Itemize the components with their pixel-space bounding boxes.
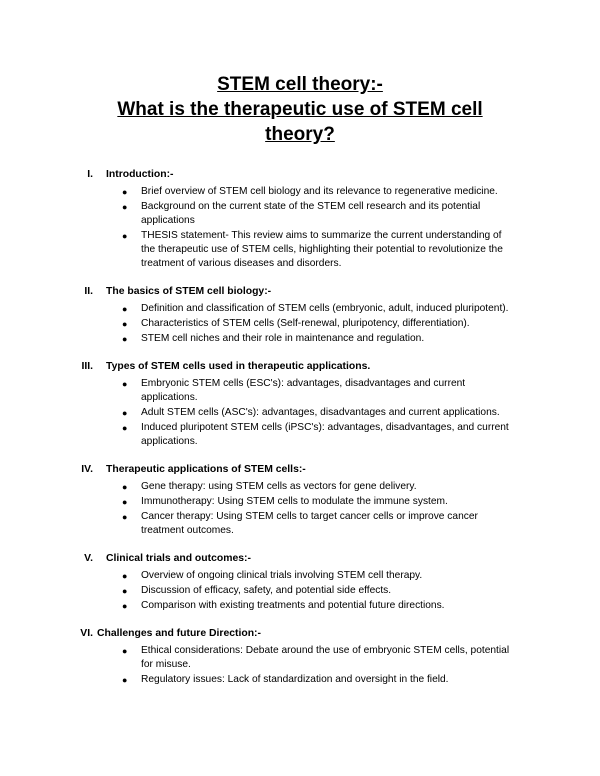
section-stem-cell-basics — [0, 285, 600, 346]
list-item-text: Background on the current state of the STEM cell research and its potential applications — [141, 201, 481, 226]
list-item-text: Ethical considerations: Debate around the use of embryonic STEM cells, potential for misuse. — [141, 645, 510, 670]
list-item-text: Brief overview of STEM cell biology and its relevance to regenerative medicine. — [141, 186, 498, 197]
list-item — [0, 644, 600, 672]
list-item — [0, 480, 600, 494]
bullet-icon: ● — [122, 202, 128, 212]
section-clinical-trials — [0, 552, 600, 613]
section-numeral: III. — [81, 361, 93, 372]
section-numeral: VI. — [80, 628, 93, 639]
section-title: Introduction:- — [106, 169, 174, 180]
list-item-text: Regulatory issues: Lack of standardization and oversight in the field. — [141, 674, 449, 685]
bullet-list — [0, 302, 600, 346]
section-heading — [0, 463, 600, 477]
list-item-text: STEM cell niches and their role in maintenance and regulation. — [141, 333, 425, 344]
list-item — [0, 495, 600, 509]
section-title: Types of STEM cells used in therapeutic applications. — [106, 361, 371, 372]
bullet-list — [0, 569, 600, 613]
bullet-icon: ● — [122, 512, 128, 522]
bullet-icon: ● — [122, 319, 128, 329]
bullet-icon: ● — [122, 571, 128, 581]
list-item — [0, 673, 600, 687]
section-title: The basics of STEM cell biology:- — [106, 286, 272, 297]
section-heading — [0, 285, 600, 299]
list-item-text: Comparison with existing treatments and potential future directions. — [141, 600, 445, 611]
list-item — [0, 229, 600, 271]
bullet-list — [0, 377, 600, 449]
section-title: Clinical trials and outcomes:- — [106, 553, 251, 564]
list-item-text: Adult STEM cells (ASC's): advantages, disadvantages and current applications. — [141, 407, 500, 418]
section-heading — [0, 168, 600, 182]
section-numeral: V. — [84, 553, 93, 564]
bullet-icon: ● — [122, 675, 128, 685]
bullet-icon: ● — [122, 408, 128, 418]
bullet-icon: ● — [122, 379, 128, 389]
list-item — [0, 510, 600, 538]
bullet-icon: ● — [122, 497, 128, 507]
section-title: Therapeutic applications of STEM cells:- — [106, 464, 306, 475]
bullet-icon: ● — [122, 482, 128, 492]
bullet-icon: ● — [122, 334, 128, 344]
list-item-text: Definition and classification of STEM cells (embryonic, adult, induced pluripotent). — [141, 303, 509, 314]
document-title — [100, 72, 500, 147]
list-item — [0, 406, 600, 420]
bullet-icon: ● — [122, 304, 128, 314]
section-heading — [0, 360, 600, 374]
list-item — [0, 584, 600, 598]
bullet-list — [0, 644, 600, 687]
list-item — [0, 185, 600, 199]
title-line-3: theory? — [265, 124, 335, 145]
list-item — [0, 302, 600, 316]
list-item — [0, 377, 600, 405]
section-heading — [0, 552, 600, 566]
section-introduction — [0, 168, 600, 271]
section-numeral: II. — [84, 286, 93, 297]
list-item — [0, 569, 600, 583]
list-item — [0, 421, 600, 449]
bullet-list — [0, 480, 600, 538]
section-numeral: IV. — [81, 464, 93, 475]
section-title: Challenges and future Direction:- — [97, 628, 261, 639]
section-challenges — [0, 627, 600, 687]
section-types-of-stem-cells — [0, 360, 600, 449]
section-heading — [0, 627, 600, 641]
bullet-icon: ● — [122, 586, 128, 596]
list-item-text: Overview of ongoing clinical trials involving STEM cell therapy. — [141, 570, 423, 581]
list-item — [0, 599, 600, 613]
list-item-text: Discussion of efficacy, safety, and potential side effects. — [141, 585, 392, 596]
outline — [0, 168, 600, 701]
bullet-list — [0, 185, 600, 271]
title-line-2: What is the therapeutic use of STEM cell — [117, 99, 483, 120]
list-item — [0, 317, 600, 331]
bullet-icon: ● — [122, 423, 128, 433]
list-item-text: Induced pluripotent STEM cells (iPSC's): advantages, disadvantages, and current applications. — [141, 422, 509, 447]
list-item-text: THESIS statement- This review aims to summarize the current understanding of the therapeutic use of STEM cells, highlighting their potential to revolutionize the treatment of various diseases and disorders. — [141, 230, 503, 269]
section-therapeutic-applications — [0, 463, 600, 538]
list-item — [0, 200, 600, 228]
bullet-icon: ● — [122, 601, 128, 611]
list-item-text: Gene therapy: using STEM cells as vectors for gene delivery. — [141, 481, 417, 492]
list-item-text: Immunotherapy: Using STEM cells to modulate the immune system. — [141, 496, 448, 507]
title-line-1: STEM cell theory:- — [217, 74, 383, 95]
list-item-text: Characteristics of STEM cells (Self-renewal, pluripotency, differentiation). — [141, 318, 470, 329]
list-item — [0, 332, 600, 346]
bullet-icon: ● — [122, 231, 128, 241]
list-item-text: Cancer therapy: Using STEM cells to target cancer cells or improve cancer treatment outcomes. — [141, 511, 478, 536]
section-numeral: I. — [87, 169, 93, 180]
bullet-icon: ● — [122, 646, 128, 656]
bullet-icon: ● — [122, 187, 128, 197]
list-item-text: Embryonic STEM cells (ESC's): advantages, disadvantages and current applications. — [141, 378, 466, 403]
